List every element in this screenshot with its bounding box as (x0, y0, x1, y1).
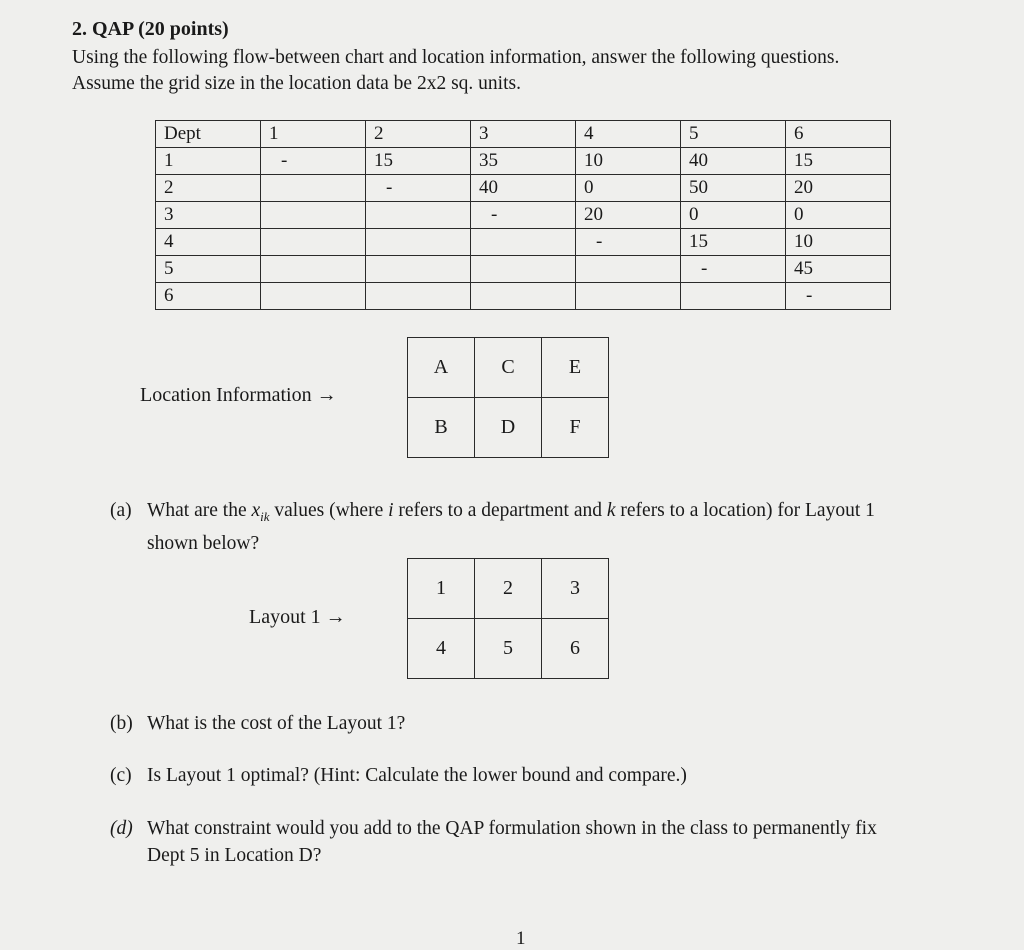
flow-cell: 0 (681, 202, 786, 229)
part-b-label: (b) (110, 713, 133, 734)
flow-cell (261, 175, 366, 202)
flow-cell: 40 (471, 175, 576, 202)
layout-cell: 2 (475, 559, 542, 619)
flow-cell (366, 202, 471, 229)
part-d-line-2: Dept 5 in Location D? (147, 845, 322, 866)
layout-row-bottom (408, 619, 609, 679)
flow-cell: 15 (681, 229, 786, 256)
flow-cell (471, 283, 576, 310)
flow-cell: 0 (576, 175, 681, 202)
layout-1-grid (407, 558, 609, 679)
page-number: 1 (516, 928, 526, 949)
part-a-text-3: refers to a department and (393, 500, 607, 521)
part-a-text-4: refers to a location) for Layout 1 (615, 500, 875, 521)
part-b (110, 710, 405, 737)
flow-cell (366, 229, 471, 256)
flow-cell: - (471, 202, 576, 229)
location-information-label: Location Information → (140, 384, 337, 406)
table-row (156, 229, 891, 256)
layout-cell: 3 (542, 559, 609, 619)
layout-row-top (408, 559, 609, 619)
flow-cell (576, 256, 681, 283)
flow-cell (366, 256, 471, 283)
intro-line-1: Using the following flow-between chart and location information, answer the following questions. (72, 47, 840, 68)
flow-cell: - (681, 256, 786, 283)
flow-cell (261, 256, 366, 283)
header-cell: 6 (786, 121, 891, 148)
flow-cell: 40 (681, 148, 786, 175)
part-a-line-2: shown below? (147, 532, 260, 554)
question-title: 2. QAP (20 points) (72, 18, 229, 40)
flow-cell: 10 (786, 229, 891, 256)
dept-cell: 5 (156, 256, 261, 283)
dept-cell: 4 (156, 229, 261, 256)
flow-cell (366, 283, 471, 310)
header-cell: Dept (156, 121, 261, 148)
flow-cell: 50 (681, 175, 786, 202)
table-row (156, 256, 891, 283)
flow-cell: 20 (786, 175, 891, 202)
flow-cell (261, 202, 366, 229)
part-c-text: Is Layout 1 optimal? (Hint: Calculate the lower bound and compare.) (147, 765, 687, 786)
flow-cell: 0 (786, 202, 891, 229)
flow-cell (261, 229, 366, 256)
header-cell: 1 (261, 121, 366, 148)
header-cell: 2 (366, 121, 471, 148)
intro-line-2: Assume the grid size in the location data be 2x2 sq. units. (72, 73, 521, 94)
flow-cell (471, 256, 576, 283)
x-subscript: ik (260, 508, 270, 524)
table-row (156, 148, 891, 175)
location-grid (407, 337, 609, 458)
flow-cell: - (261, 148, 366, 175)
flow-cell: - (366, 175, 471, 202)
part-a (110, 497, 875, 557)
flow-cell (576, 283, 681, 310)
location-cell: B (408, 398, 475, 458)
flow-cell: 45 (786, 256, 891, 283)
flow-cell: 10 (576, 148, 681, 175)
dept-cell: 3 (156, 202, 261, 229)
flow-cell (261, 283, 366, 310)
k-variable: k (606, 500, 616, 521)
location-row-top (408, 338, 609, 398)
flow-cell: - (576, 229, 681, 256)
layout-cell: 1 (408, 559, 475, 619)
location-cell: C (475, 338, 542, 398)
flow-between-table (155, 120, 891, 310)
header-cell: 4 (576, 121, 681, 148)
x-variable: x (251, 500, 261, 521)
part-c-label: (c) (110, 765, 132, 786)
part-d-label: (d) (110, 818, 133, 839)
part-d (110, 815, 877, 869)
part-d-line-1: What constraint would you add to the QAP formulation shown in the class to permanently fix (147, 818, 877, 839)
flow-cell (471, 229, 576, 256)
flow-header-row (156, 121, 891, 148)
dept-cell: 1 (156, 148, 261, 175)
flow-cell (681, 283, 786, 310)
i-variable: i (388, 500, 394, 521)
flow-cell: 20 (576, 202, 681, 229)
layout-cell: 4 (408, 619, 475, 679)
layout-cell: 6 (542, 619, 609, 679)
location-cell: F (542, 398, 609, 458)
table-row (156, 283, 891, 310)
table-row (156, 175, 891, 202)
location-row-bottom (408, 398, 609, 458)
flow-cell: - (786, 283, 891, 310)
part-b-text: What is the cost of the Layout 1? (147, 713, 406, 734)
layout-cell: 5 (475, 619, 542, 679)
part-a-text-1: What are the (147, 500, 252, 521)
flow-cell: 15 (786, 148, 891, 175)
location-cell: E (542, 338, 609, 398)
header-cell: 5 (681, 121, 786, 148)
dept-cell: 2 (156, 175, 261, 202)
layout-1-label: Layout 1 → (249, 606, 346, 628)
part-a-text-2: values (where (269, 500, 389, 521)
part-a-label: (a) (110, 500, 132, 521)
question-intro (72, 45, 839, 97)
flow-cell: 15 (366, 148, 471, 175)
dept-cell: 6 (156, 283, 261, 310)
header-cell: 3 (471, 121, 576, 148)
table-row (156, 202, 891, 229)
location-cell: D (475, 398, 542, 458)
part-c (110, 762, 687, 789)
location-cell: A (408, 338, 475, 398)
flow-cell: 35 (471, 148, 576, 175)
